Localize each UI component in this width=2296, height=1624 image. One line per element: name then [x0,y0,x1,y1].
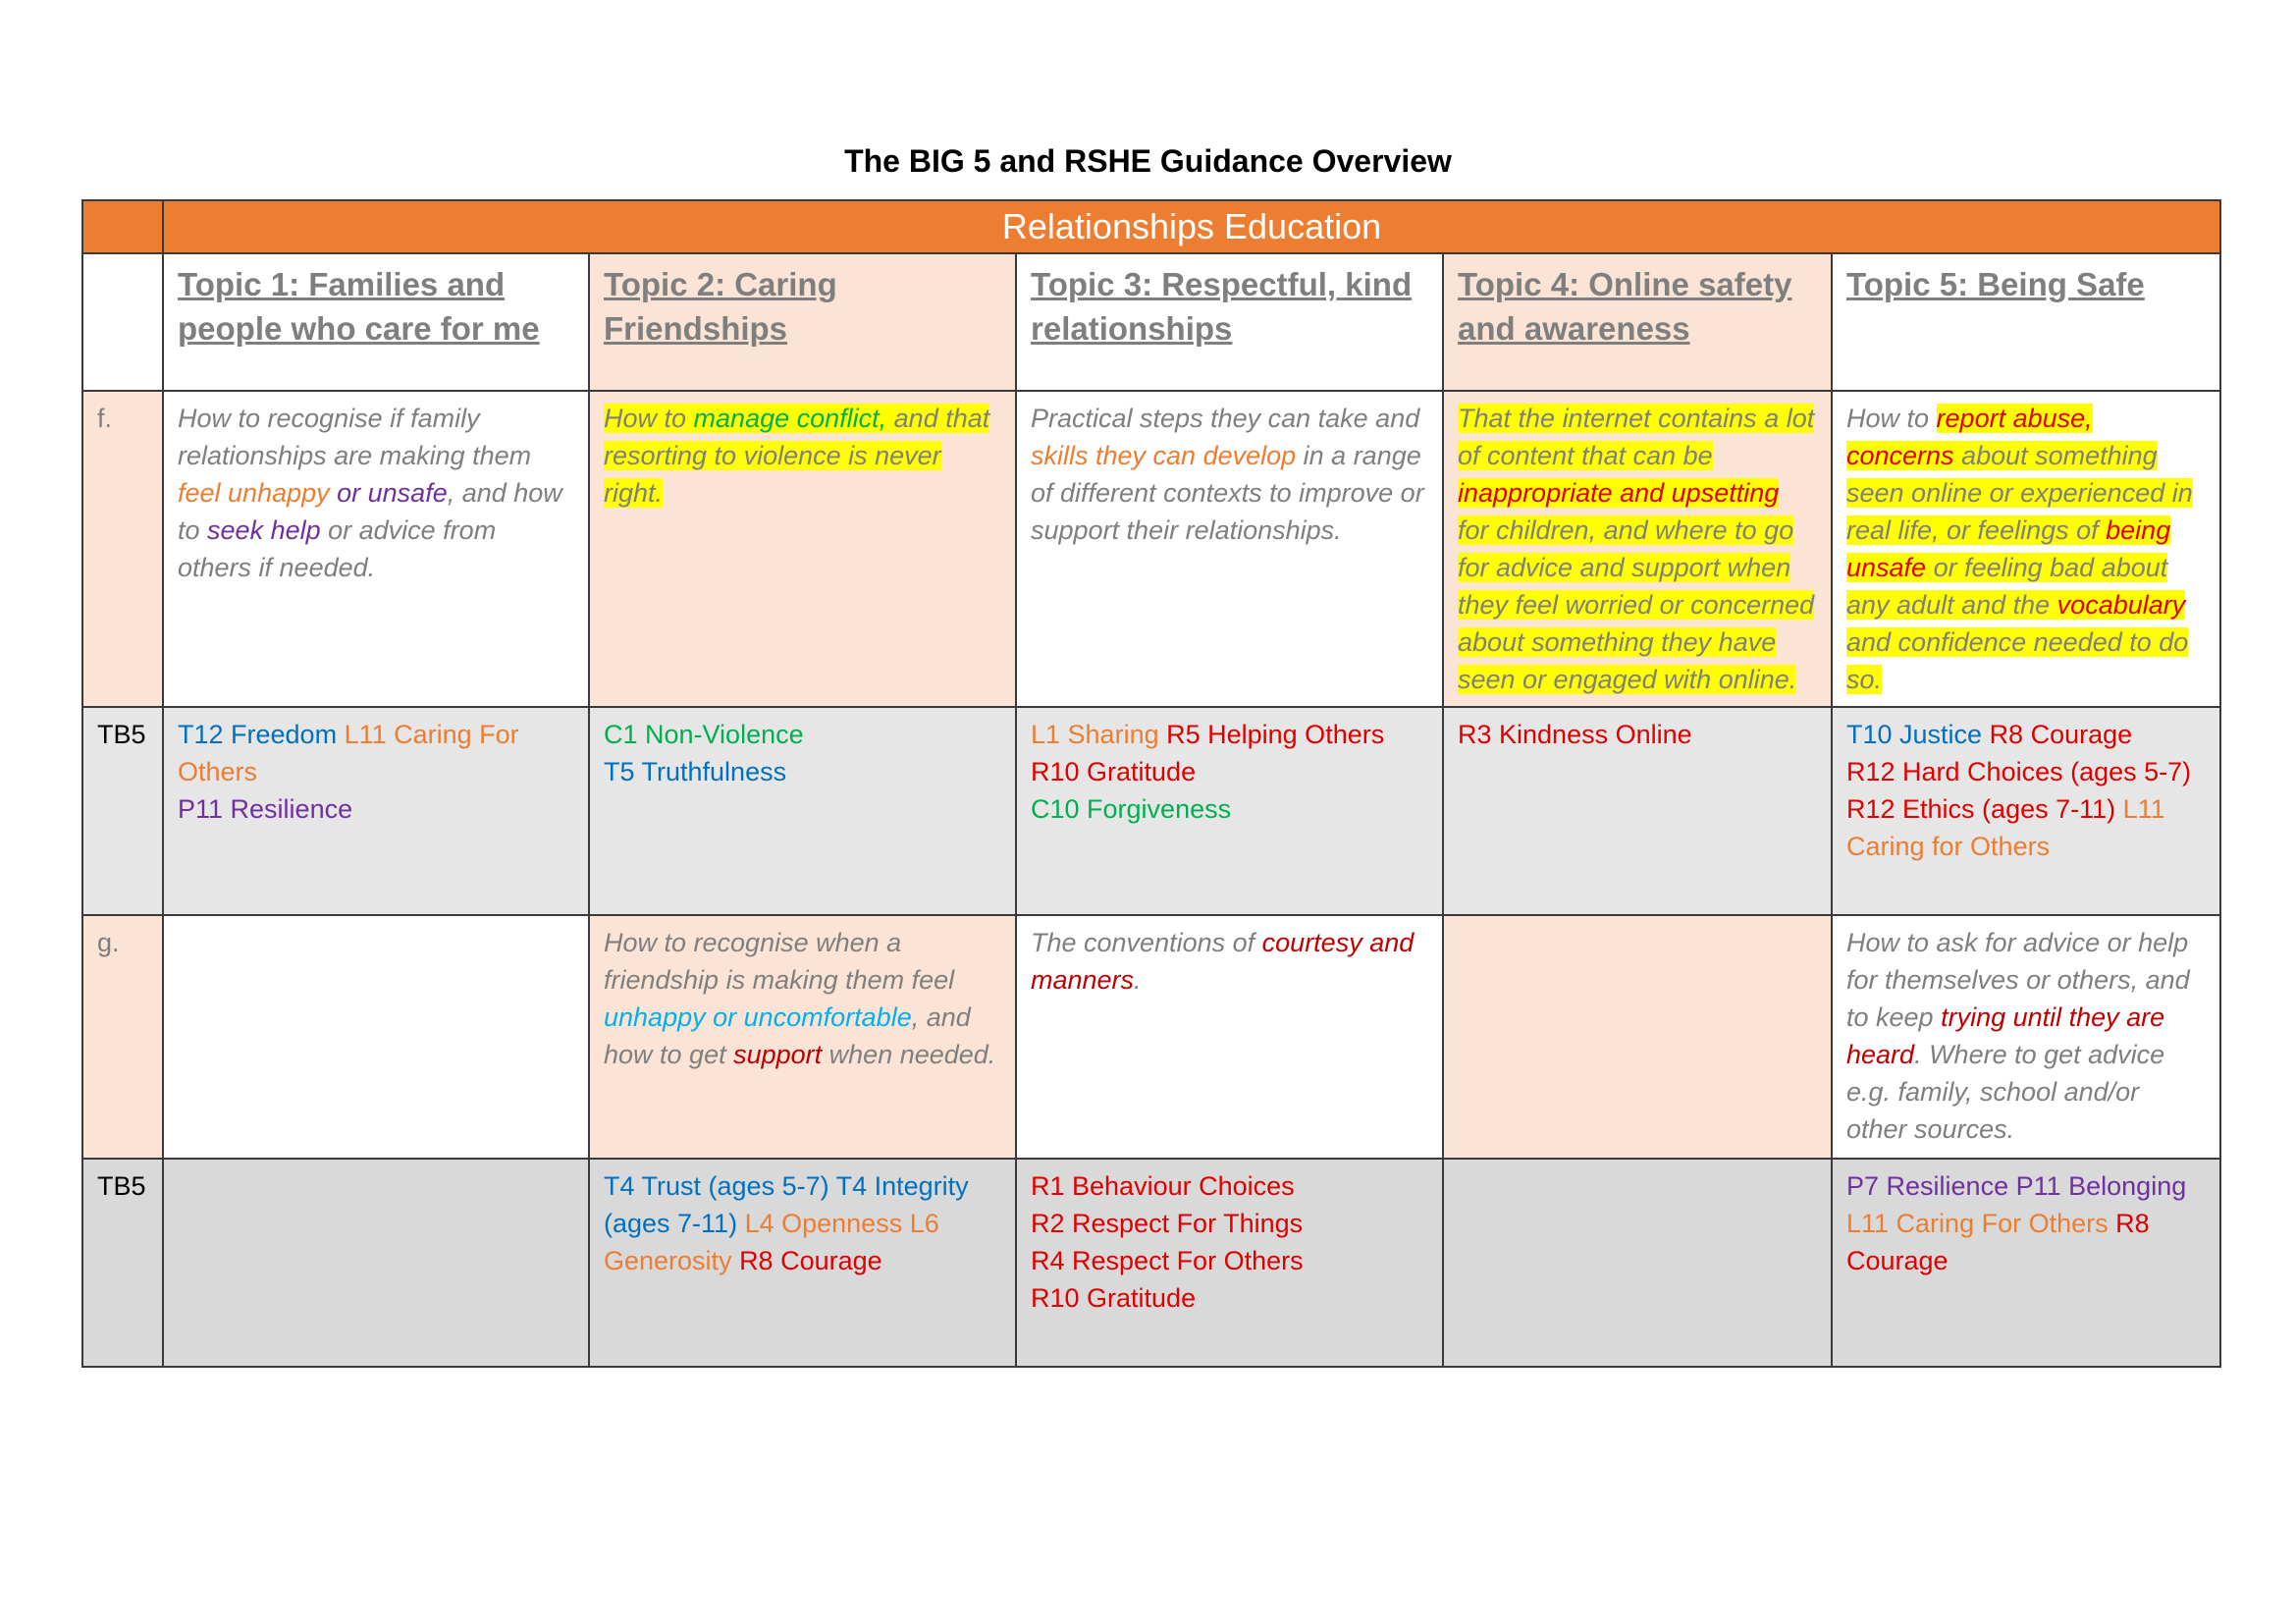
topic-cell [1443,253,1832,391]
values-row [82,1159,2220,1367]
text-segment: . [1134,965,1142,995]
topic-row [82,253,2220,391]
text-segment: about something seen online or experienced in real life, or feelings of [1846,441,2193,545]
keyword-text: R10 Gratitude [1031,1283,1197,1313]
row-label: g. [82,915,163,1159]
keyword-text: inappropriate and upsetting [1458,478,1780,508]
keyword-text: unhappy or uncomfortable [604,1002,912,1032]
row-cell [1443,1159,1832,1367]
topic-5-link[interactable]: Topic 5: Being Safe [1846,266,2145,302]
corner-cell [82,200,163,253]
row-cell [163,1159,589,1367]
row-cell [1016,915,1443,1159]
keyword-text: skills they can develop [1031,441,1297,470]
keyword-text: T5 Truthfulness [604,757,787,786]
row-cell [1016,391,1443,707]
text-segment: The conventions of [1031,928,1262,957]
keyword-text: R5 Helping Others [1166,720,1385,749]
keyword-text: report abuse, concerns [1846,404,2093,470]
keyword-text: seek help [207,515,321,545]
topic-3-link[interactable]: Topic 3: Respectful, kind relationships [1031,266,1413,347]
keyword-text: vocabulary [2056,590,2186,620]
keyword-text: T10 Justice [1846,720,1990,749]
section-header-row [82,200,2220,253]
keyword-text: L4 Openness L6 Generosity [604,1209,939,1275]
text-segment: How to [1846,404,1937,433]
text-segment: How to [604,404,694,433]
row-cell [589,707,1016,915]
text-segment: and that resorting to violence is never right. [604,404,990,508]
text-segment: How to recognise when a friendship is making them feel [604,928,955,995]
keyword-text: R1 Behaviour Choices [1031,1171,1295,1201]
section-title: Relationships Education [163,200,2220,253]
keyword-text: being unsafe [1846,515,2171,582]
keyword-text: R8 Courage [1846,1209,2150,1275]
text-segment: and confidence needed to do so. [1846,627,2189,694]
keyword-text: support [733,1040,823,1069]
text-segment: when needed. [822,1040,996,1069]
keyword-text: feel unhappy [178,478,330,508]
keyword-text: T12 Freedom [178,720,345,749]
row-cell [1016,707,1443,915]
guidance-row [82,391,2220,707]
text-segment: How to ask for advice or help for themselves or others, and to keep [1846,928,2190,1032]
keyword-text: L11 Caring For Others [178,720,519,786]
keyword-text: T4 Trust (ages 5-7) T4 Integrity (ages 7-11) [604,1171,969,1238]
guidance-table [81,199,2221,1368]
keyword-text: R3 Kindness Online [1458,720,1692,749]
text-segment: How to recognise if family relationships are making them [178,404,532,470]
row-cell [1443,707,1832,915]
text-segment: in a range of different contexts to improve or support their relationships. [1031,441,1424,545]
text-segment: . Where to get advice e.g. family, school and/or other sources. [1846,1040,2165,1144]
text-segment: or feeling bad about any adult and the [1846,553,2168,620]
topic-cell [163,253,589,391]
keyword-text: or unsafe [329,478,448,508]
text-segment: , and how to [178,478,562,545]
row-cell [1832,1159,2220,1367]
row-cell [163,707,589,915]
row-cell [163,391,589,707]
row-cell [1832,915,2220,1159]
keyword-text: R10 Gratitude [1031,757,1197,786]
topic-cell [589,253,1016,391]
row-cell [1832,707,2220,915]
row-cell [1443,915,1832,1159]
row-cell [163,915,589,1159]
keyword-text: C10 Forgiveness [1031,794,1232,824]
row-cell [589,391,1016,707]
row-cell [1016,1159,1443,1367]
row-cell [1443,391,1832,707]
topic-cell [1016,253,1443,391]
keyword-text: manage conflict, [693,404,887,433]
keyword-text: P7 Resilience P11 Belonging [1846,1171,2187,1201]
text-segment: for children, and where to go for advice and support when they feel worried or concerned about something they have seen or engaged with online. [1458,515,1815,694]
topic-1-link[interactable]: Topic 1: Families and people who care for me [178,266,540,347]
topic-2-link[interactable]: Topic 2: Caring Friendships [604,266,837,347]
keyword-text: R12 Hard Choices (ages 5-7) R12 Ethics (ages 7-11) [1846,757,2192,824]
guidance-row [82,915,2220,1159]
keyword-text: courtesy and manners [1031,928,1415,995]
topic-4-link[interactable]: Topic 4: Online safety and awareness [1458,266,1792,347]
row-cell [589,1159,1016,1367]
keyword-text: R2 Respect For Things [1031,1209,1304,1238]
keyword-text: C1 Non-Violence [604,720,804,749]
text-segment: or advice from others if needed. [178,515,497,582]
keyword-text: L11 Caring For Others [1846,1209,2116,1238]
empty-label-cell [82,253,163,391]
keyword-text: P11 Resilience [178,794,353,824]
row-cell [589,915,1016,1159]
row-label: TB5 [82,707,163,915]
keyword-text: L1 Sharing [1031,720,1167,749]
text-segment: That the internet contains a lot of content that can be [1458,404,1815,470]
keyword-text: trying until they are heard [1846,1002,2165,1069]
page-title: The BIG 5 and RSHE Guidance Overview [844,143,1452,179]
row-label: TB5 [82,1159,163,1367]
topic-cell [1832,253,2220,391]
keyword-text: R8 Courage [1989,720,2133,749]
text-segment: Practical steps they can take and [1031,404,1420,433]
keyword-text: R4 Respect For Others [1031,1246,1304,1275]
keyword-text: R8 Courage [739,1246,882,1275]
row-label: f. [82,391,163,707]
text-segment: , and how to get [604,1002,971,1069]
keyword-text: L11 Caring for Others [1846,794,2165,861]
row-cell [1832,391,2220,707]
values-row [82,707,2220,915]
